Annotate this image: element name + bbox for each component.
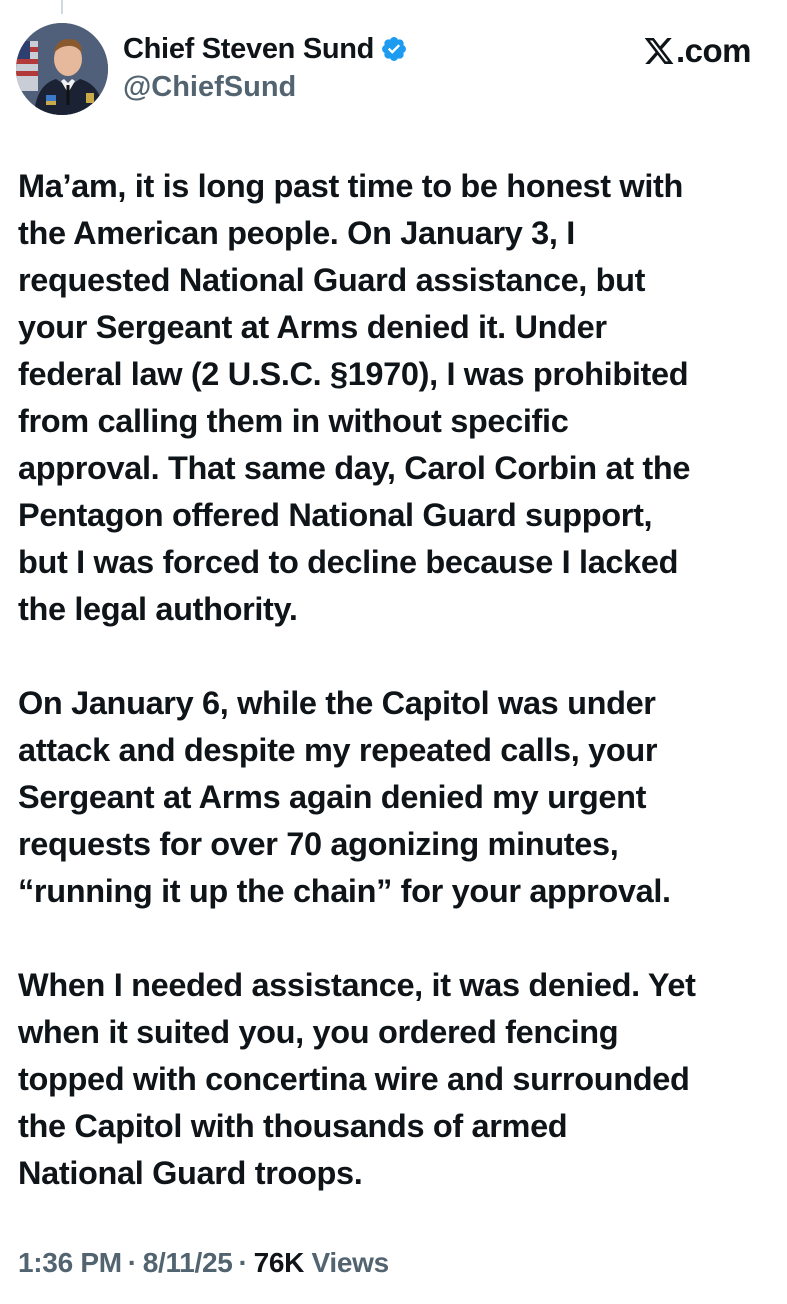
author-display-name[interactable]: Chief Steven Sund bbox=[123, 32, 375, 65]
tweet-paragraph-1: Ma’am, it is long past time to be honest with the American people. On January 3, I requested National Guard assistance, but your Sergeant at Arms denied it. Under federal law (2 U.S.C. §1970), I was prohibited from calling them in without specific approval. That same day, Carol Corbin at the Pentagon offered National Guard support, but I was forced to decline because I lacked the legal authority. bbox=[18, 168, 691, 627]
author-handle[interactable]: @ChiefSund bbox=[123, 71, 297, 103]
verified-badge-icon bbox=[380, 35, 408, 63]
tweet-date[interactable]: 8/11/25 bbox=[142, 1247, 233, 1278]
author-names bbox=[123, 30, 408, 106]
tweet-paragraph-3: When I needed assistance, it was denied. Yet when it suited you, you ordered fencing topped with concertina wire and surrounded the Capitol with thousands of armed National Guard troops. bbox=[18, 967, 696, 1191]
meta-separator: · bbox=[127, 1247, 137, 1278]
tweet-meta bbox=[18, 1243, 389, 1283]
avatar-image bbox=[16, 23, 108, 115]
tweet-text bbox=[18, 163, 776, 1197]
tweet-time[interactable]: 1:36 PM bbox=[18, 1247, 122, 1278]
site-attribution bbox=[643, 32, 751, 70]
display-name-row bbox=[123, 30, 408, 68]
views-count: 76K bbox=[253, 1247, 305, 1278]
thread-connector-line bbox=[61, 0, 63, 14]
tweet-paragraph-2: On January 6, while the Capitol was under attack and despite my repeated calls, your Sergeant at Arms again denied my urgent requests for over 70 agonizing minutes, “running it up the chain” for your approval. bbox=[18, 685, 671, 909]
avatar[interactable] bbox=[16, 23, 108, 115]
x-logo-icon bbox=[643, 35, 675, 67]
views-label: Views bbox=[311, 1247, 389, 1278]
tweet-header bbox=[16, 20, 771, 116]
meta-separator: · bbox=[238, 1247, 248, 1278]
site-domain: .com bbox=[675, 32, 751, 69]
